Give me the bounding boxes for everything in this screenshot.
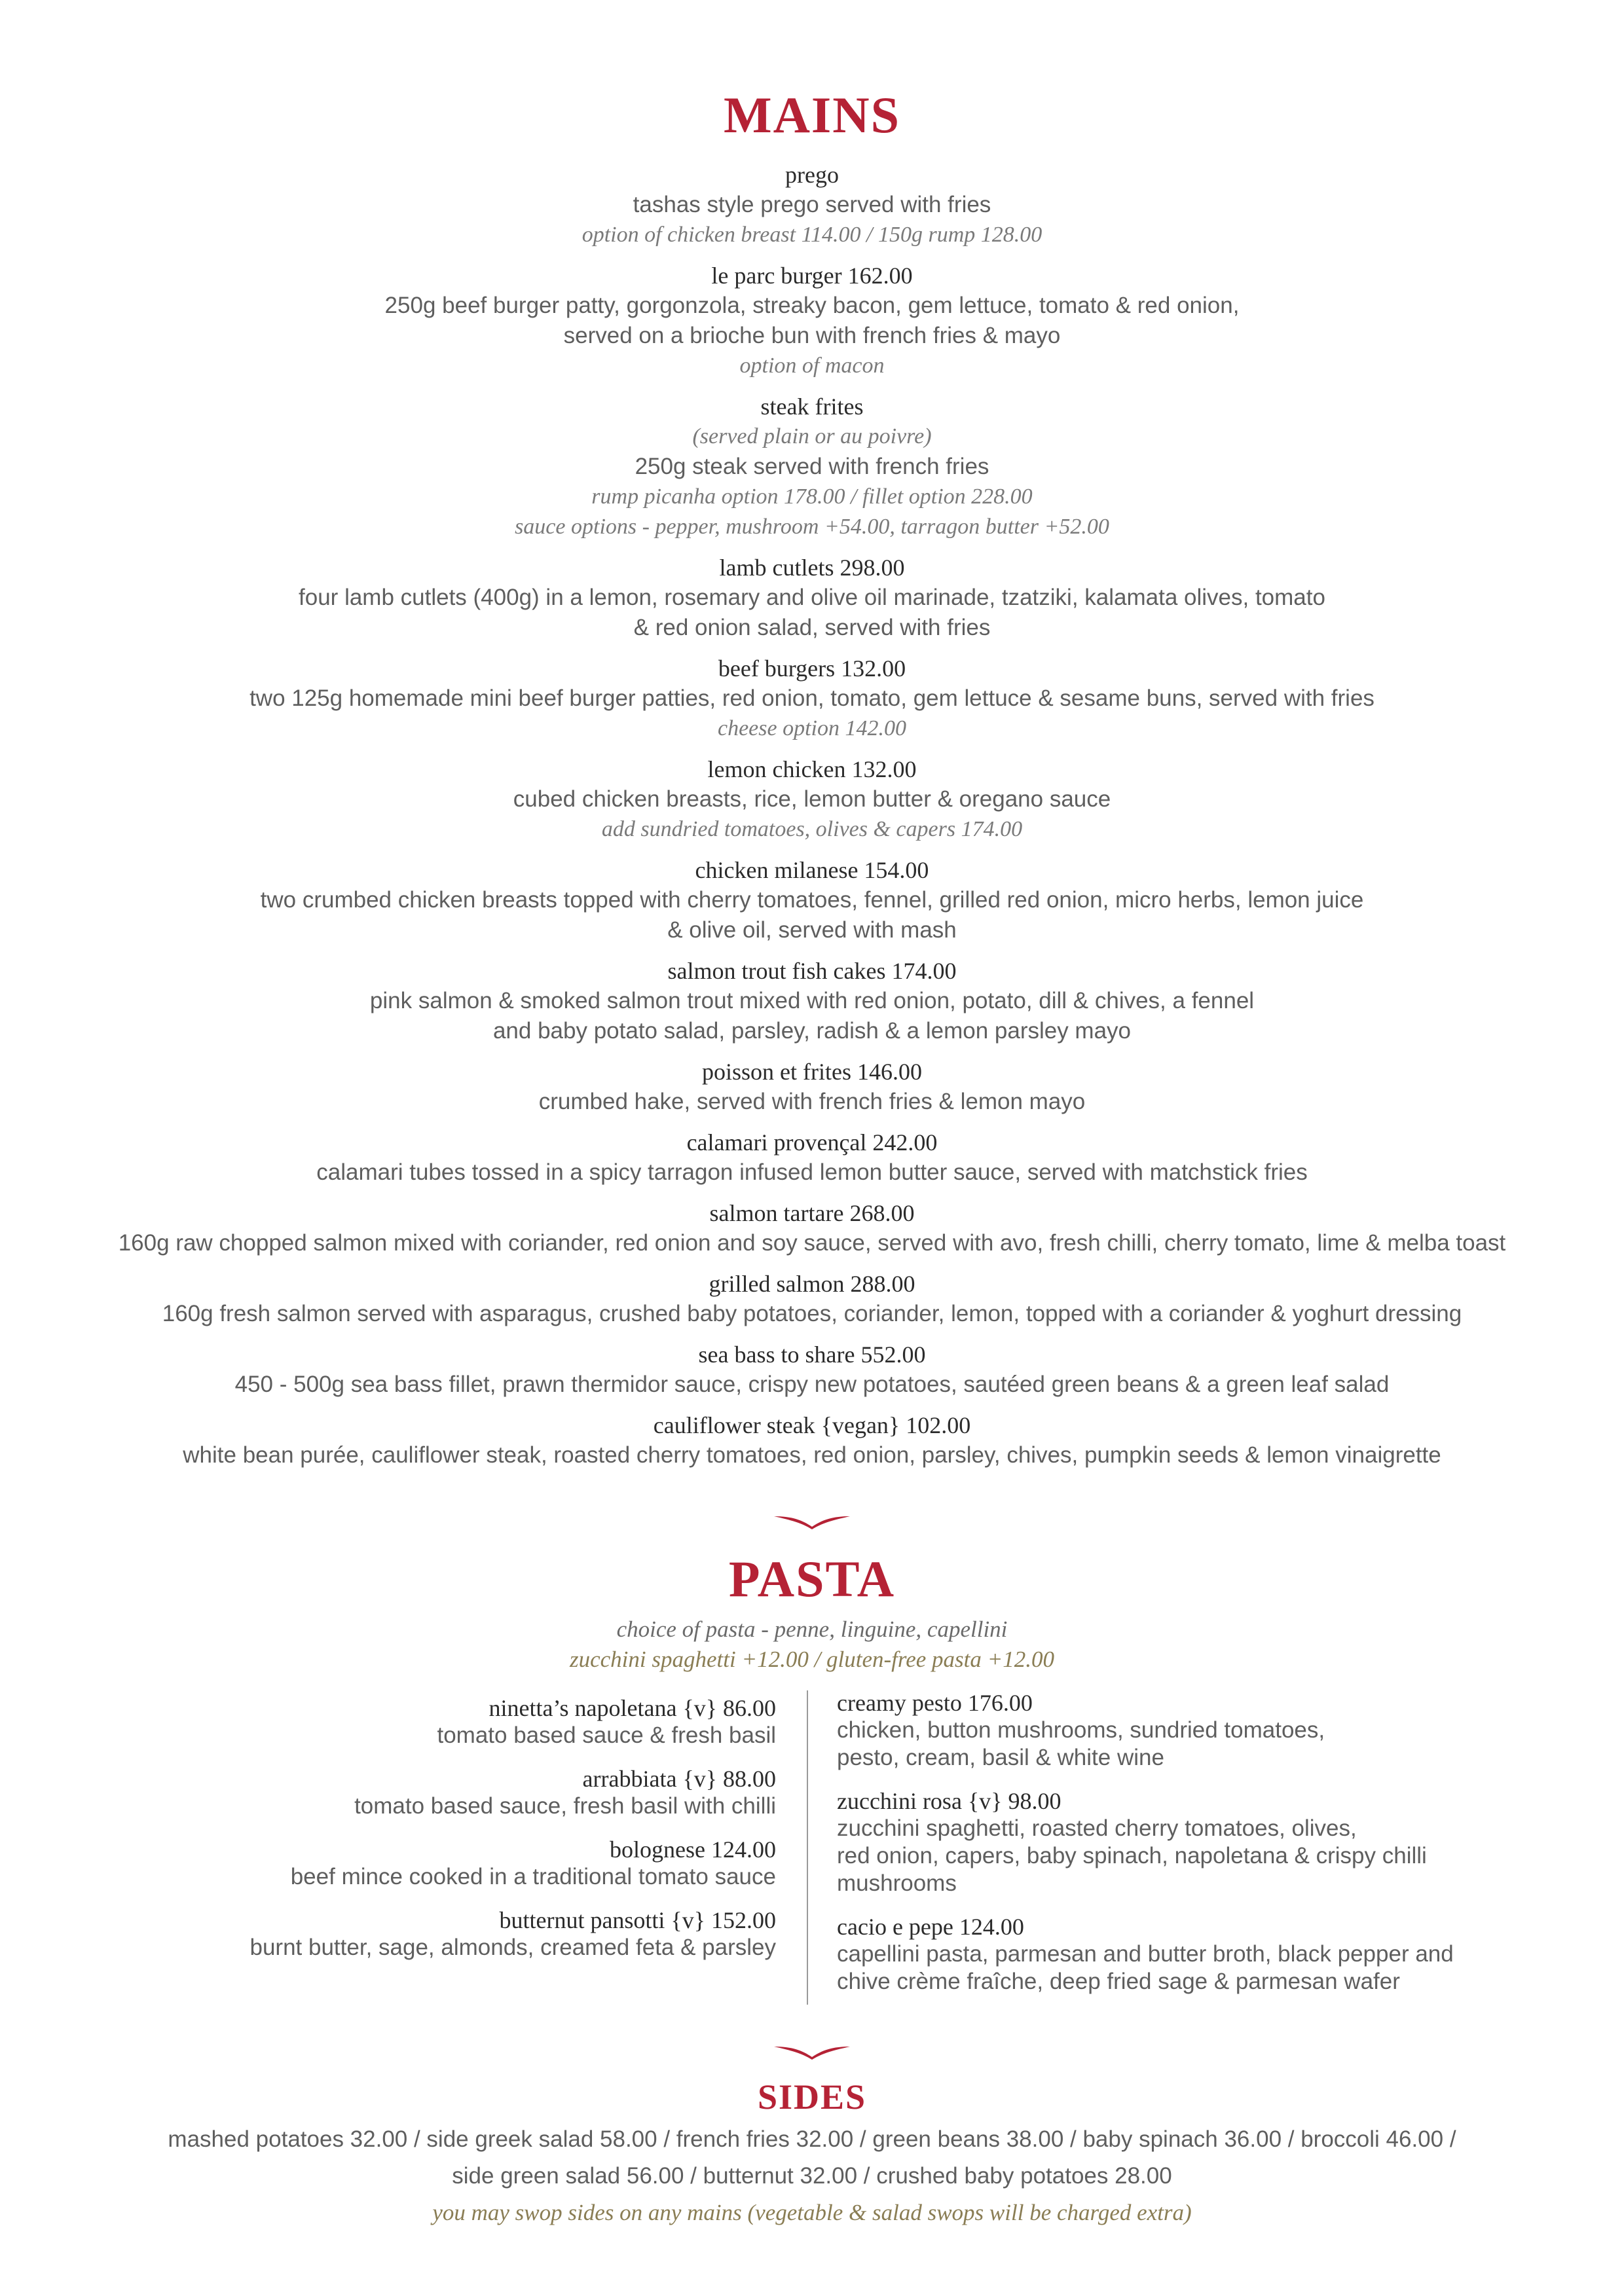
item-name: poisson et frites 146.00 <box>702 1059 922 1085</box>
item-name: creamy pesto 176.00 <box>837 1690 1033 1716</box>
item-description: four lamb cutlets (400g) in a lemon, rosemary and olive oil marinade, tzatziki, kalamata olives, tomato <box>299 585 1325 610</box>
item-name: ninetta’s napoletana {v} 86.00 <box>489 1695 776 1721</box>
item-description: capellini pasta, parmesan and butter broth, black pepper and <box>837 1941 1454 1967</box>
item-name: lamb cutlets 298.00 <box>719 555 905 581</box>
item-description: pink salmon & smoked salmon trout mixed with red onion, potato, dill & chives, a fennel <box>369 988 1255 1013</box>
item-option: sauce options - pepper, mushroom +54.00, tarragon butter +52.00 <box>515 515 1109 539</box>
pasta-item <box>131 1906 776 1961</box>
item-name: chicken milanese 154.00 <box>695 857 929 883</box>
menu-item <box>39 855 1585 945</box>
item-description: & red onion salad, served with fries <box>633 615 991 640</box>
item-description: mushrooms <box>837 1870 957 1896</box>
item-description: tomato based sauce & fresh basil <box>437 1722 776 1748</box>
pasta-item <box>131 1694 776 1749</box>
item-description: white bean purée, cauliflower steak, roasted cherry tomatoes, red onion, parsley, chives, pumpkin seeds & lemon vinaigrette <box>183 1442 1441 1468</box>
item-name: lemon chicken 132.00 <box>707 756 917 782</box>
item-name: cacio e pepe 124.00 <box>837 1914 1024 1940</box>
menu-item <box>39 1057 1585 1117</box>
sides-line: side green salad 56.00 / butternut 32.00 / crushed baby potatoes 28.00 <box>452 2163 1172 2189</box>
item-description: 160g raw chopped salmon mixed with coriander, red onion and soy sauce, served with avo, fresh chilli, cherry tomato, lime & melba toast <box>118 1230 1506 1256</box>
item-description: red onion, capers, baby spinach, napoletana & crispy chilli <box>837 1843 1427 1868</box>
item-option: cheese option 142.00 <box>718 716 906 740</box>
item-description: 450 - 500g sea bass fillet, prawn thermidor sauce, crispy new potatoes, sautéed green beans & a green leaf salad <box>234 1372 1390 1397</box>
item-name: beef burgers 132.00 <box>718 655 906 682</box>
item-name: bolognese 124.00 <box>610 1836 776 1863</box>
item-description: & olive oil, served with mash <box>667 917 957 943</box>
mains-heading: MAINS <box>723 86 900 143</box>
menu-item <box>39 1339 1585 1400</box>
item-name: sea bass to share 552.00 <box>698 1341 926 1368</box>
menu-item <box>39 1127 1585 1188</box>
item-name: grilled salmon 288.00 <box>709 1271 915 1297</box>
ornament-divider-icon <box>773 1511 851 1531</box>
item-description: zucchini spaghetti, roasted cherry tomatoes, olives, <box>837 1815 1357 1841</box>
item-name: calamari provençal 242.00 <box>686 1129 938 1156</box>
menu-item <box>39 261 1585 381</box>
item-description: crumbed hake, served with french fries & lemon mayo <box>538 1089 1086 1114</box>
pasta-intro <box>0 1614 1624 1675</box>
item-name: butternut pansotti {v} 152.00 <box>499 1907 776 1933</box>
item-name: le parc burger 162.00 <box>711 263 913 289</box>
pasta-item <box>837 1787 1531 1897</box>
item-description: 250g steak served with french fries <box>635 454 989 479</box>
pasta-choice-text: choice of pasta - penne, linguine, capellini <box>616 1616 1008 1642</box>
item-description: burnt butter, sage, almonds, creamed feta & parsley <box>249 1935 776 1960</box>
item-name: cauliflower steak {vegan} 102.00 <box>653 1412 971 1438</box>
item-description: chive crème fraîche, deep fried sage & parmesan wafer <box>837 1969 1400 1994</box>
item-description: 250g beef burger patty, gorgonzola, streaky bacon, gem lettuce, tomato & red onion, <box>384 293 1240 318</box>
menu-item <box>39 160 1585 250</box>
item-name: arrabbiata {v} 88.00 <box>582 1766 776 1792</box>
item-option: option of chicken breast 114.00 / 150g rump 128.00 <box>581 223 1043 247</box>
mains-list <box>39 160 1585 1481</box>
pasta-item <box>131 1765 776 1820</box>
pasta-item <box>837 1913 1531 1995</box>
column-divider <box>807 1690 808 2005</box>
item-name: prego <box>785 162 839 188</box>
item-serving-note: (served plain or au poivre) <box>692 424 932 448</box>
item-description: cubed chicken breasts, rice, lemon butter & oregano sauce <box>513 786 1111 812</box>
pasta-heading: PASTA <box>728 1550 896 1607</box>
sides-list <box>0 2121 1624 2231</box>
menu-item <box>39 754 1585 845</box>
item-description: two 125g homemade mini beef burger patties, red onion, tomato, gem lettuce & sesame buns, served with fries <box>249 685 1375 711</box>
item-description: tashas style prego served with fries <box>633 192 991 217</box>
item-option: option of macon <box>739 354 885 378</box>
item-description: served on a brioche bun with french fries & mayo <box>563 323 1061 348</box>
item-name: salmon tartare 268.00 <box>709 1200 915 1226</box>
menu-item <box>39 653 1585 744</box>
pasta-upgrade-text: zucchini spaghetti +12.00 / gluten-free pasta +12.00 <box>569 1647 1055 1672</box>
item-option: add sundried tomatoes, olives & capers 174.00 <box>601 817 1023 841</box>
sides-line: mashed potatoes 32.00 / side greek salad 58.00 / french fries 32.00 / green beans 38.00 / baby spinach 36.00 / broccoli 46.00 / <box>168 2126 1456 2152</box>
menu-item <box>39 956 1585 1046</box>
item-description: two crumbed chicken breasts topped with cherry tomatoes, fennel, grilled red onion, micro herbs, lemon juice <box>260 887 1364 913</box>
item-name: steak frites <box>760 393 864 420</box>
ornament-divider-icon <box>773 2041 851 2061</box>
item-description: and baby potato salad, parsley, radish & a lemon parsley mayo <box>492 1018 1132 1044</box>
pasta-item <box>837 1689 1531 1772</box>
menu-item <box>39 1198 1585 1258</box>
item-name: zucchini rosa {v} 98.00 <box>837 1788 1061 1814</box>
menu-item <box>39 1269 1585 1329</box>
item-option: rump picanha option 178.00 / fillet option 228.00 <box>591 484 1033 509</box>
sides-heading: SIDES <box>757 2077 867 2117</box>
item-description: 160g fresh salmon served with asparagus, crushed baby potatoes, coriander, lemon, topped with a coriander & yoghurt dressing <box>162 1301 1462 1326</box>
item-description: calamari tubes tossed in a spicy tarragon infused lemon butter sauce, served with matchstick fries <box>316 1159 1308 1185</box>
menu-item <box>39 1410 1585 1470</box>
item-description: beef mince cooked in a traditional tomato sauce <box>290 1864 776 1889</box>
pasta-item <box>131 1836 776 1891</box>
menu-item <box>39 553 1585 643</box>
item-description: tomato based sauce, fresh basil with chilli <box>354 1793 776 1819</box>
pasta-left-column <box>131 1694 776 1977</box>
menu-item <box>39 392 1585 542</box>
item-name: salmon trout fish cakes 174.00 <box>667 958 957 984</box>
pasta-right-column <box>837 1689 1531 2011</box>
item-description: pesto, cream, basil & white wine <box>837 1745 1164 1770</box>
item-description: chicken, button mushrooms, sundried tomatoes, <box>837 1717 1325 1743</box>
sides-note: you may swop sides on any mains (vegetable & salad swops will be charged extra) <box>432 2200 1192 2225</box>
